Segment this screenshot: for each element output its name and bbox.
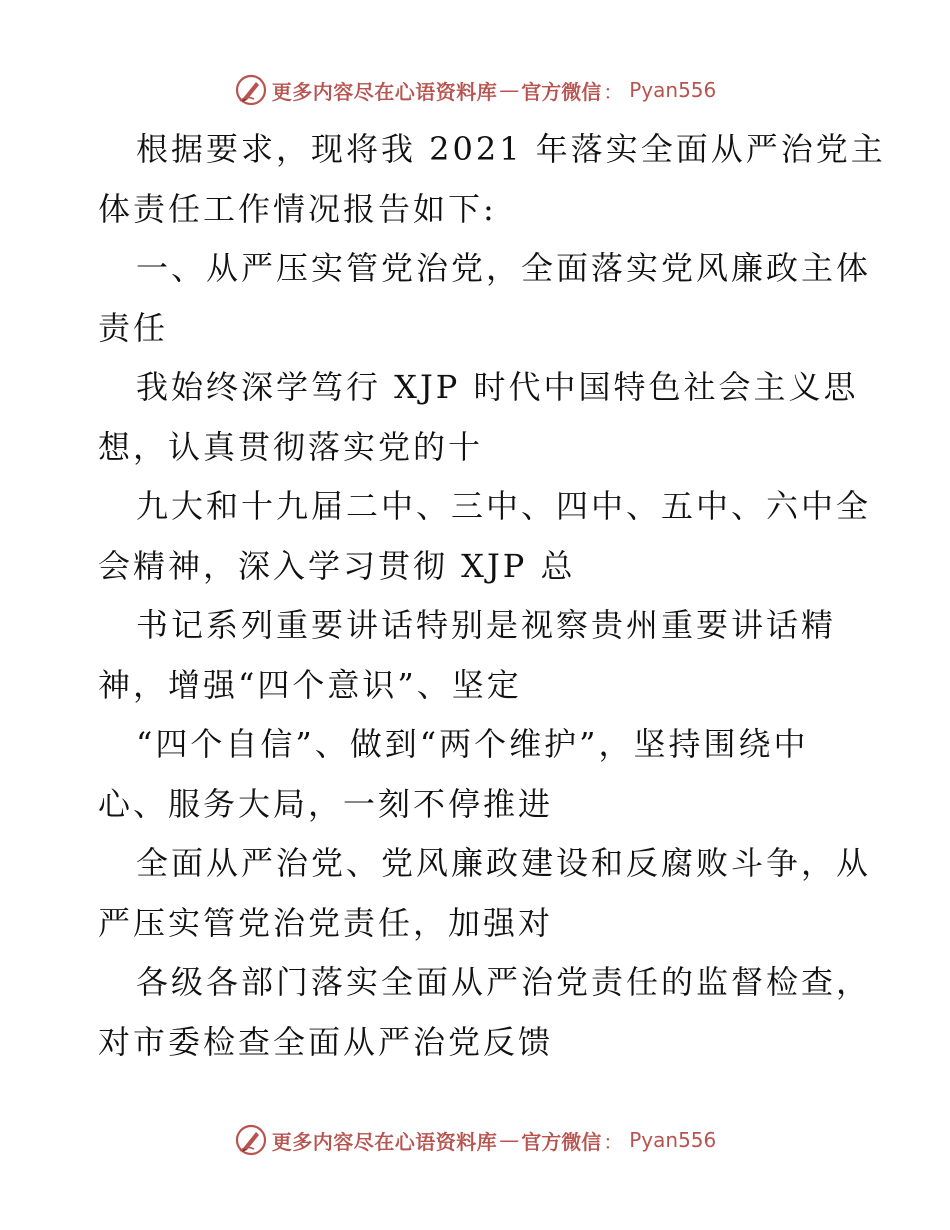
watermark-separator: ： (603, 1129, 624, 1154)
watermark-dash: — (499, 1128, 520, 1152)
pen-logo-icon (234, 73, 268, 107)
paragraph-line: 我始终深学笃行 XJP 时代中国特色社会主义思 (136, 368, 859, 406)
paragraph-line: 体责任工作情况报告如下: (98, 189, 497, 228)
paragraph-line: 根据要求，现将我 2021 年落实全面从严治党主 (136, 130, 886, 168)
paragraph-line: 全面从严治党、党风廉政建设和反腐败斗争，从 (136, 844, 872, 882)
paragraph-line: 想，认真贯彻落实党的十 (98, 427, 484, 466)
paragraph-line: 对市委检查全面从严治党反馈 (98, 1022, 554, 1061)
section-heading-line: 一、从严压实管党治党，全面落实党风廉政主体 (136, 249, 872, 287)
watermark-wechat-id: Pyan556 (629, 1128, 717, 1152)
watermark-text: 更多内容尽在心语资料库 (271, 1129, 498, 1154)
paragraph-line: 各级各部门落实全面从严治党责任的监督检查， (136, 963, 872, 1001)
footer-watermark (0, 1120, 950, 1160)
paragraph-line: 心、服务大局，一刻不停推进 (98, 784, 554, 823)
watermark-dash: — (499, 78, 520, 102)
document-body (98, 120, 886, 1072)
paragraph-line: 书记系列重要讲话特别是视察贵州重要讲话精 (136, 606, 837, 644)
paragraph-line: “四个自信”、做到“两个维护”，坚持围绕中 (136, 725, 809, 763)
pen-logo-icon (234, 1123, 268, 1157)
paragraph-line: 会精神，深入学习贯彻 XJP 总 (98, 546, 576, 585)
watermark-wechat-label: 官方微信 (521, 79, 602, 104)
paragraph-line: 神，增强“四个意识”、坚定 (98, 665, 522, 704)
watermark-wechat-label: 官方微信 (521, 1129, 602, 1154)
paragraph-line: 九大和十九届二中、三中、四中、五中、六中全 (136, 487, 872, 525)
watermark-text: 更多内容尽在心语资料库 (271, 79, 498, 104)
header-watermark (0, 70, 950, 110)
watermark-wechat-id: Pyan556 (629, 78, 717, 102)
watermark-separator: ： (603, 79, 624, 104)
section-heading-line: 责任 (98, 308, 169, 347)
paragraph-line: 严压实管党治党责任，加强对 (98, 903, 554, 942)
